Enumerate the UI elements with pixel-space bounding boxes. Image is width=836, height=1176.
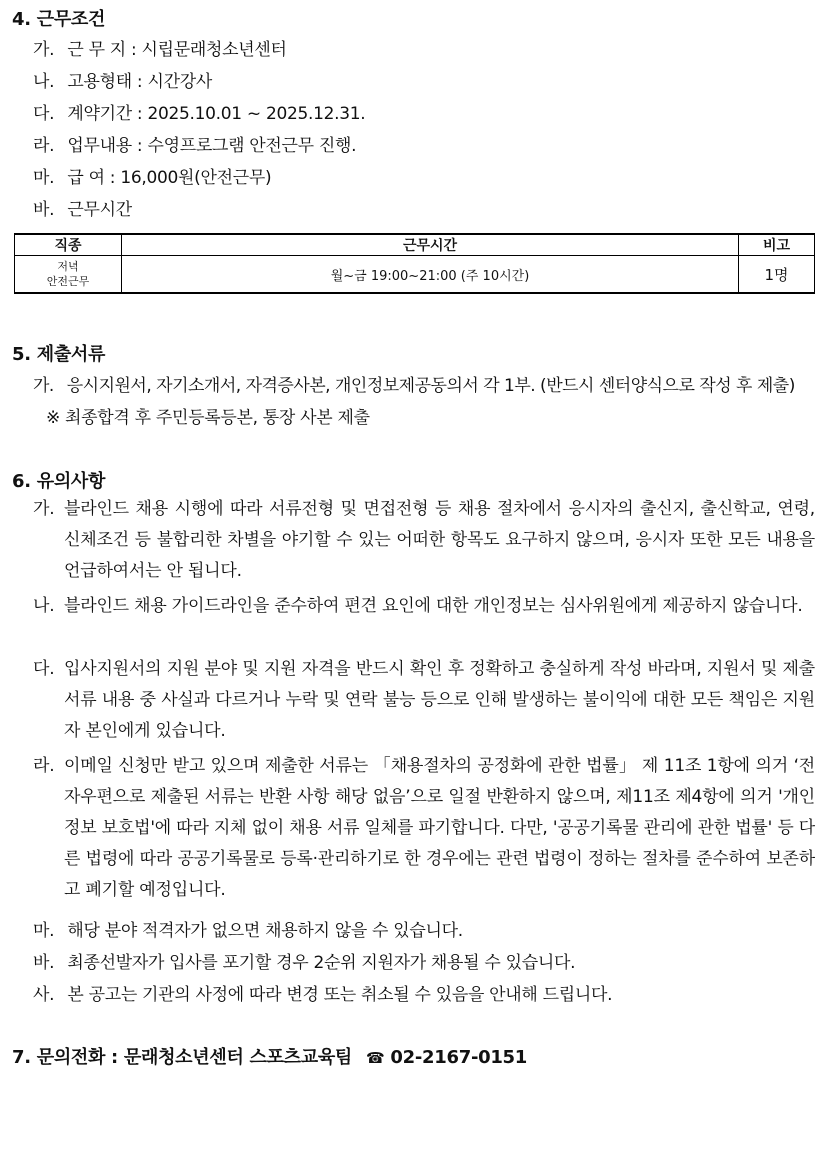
section-4-title: 4. 근무조건 <box>12 9 106 30</box>
item-mark: 사. <box>33 985 55 1005</box>
item-mark: 가. <box>33 376 54 396</box>
item-mark: 다. <box>33 104 55 124</box>
notice-text: 이메일 신청만 받고 있으며 제출한 서류는 「채용절차의 공정화에 관한 법률」 제 11조 1항에 의거 ‘전자우편으로 제출된 서류는 반환 사항 해당 없음’으로 일절 반환하지 않으며, 제11조 제4항에 의거 '개인정보 보호법'에 따라 지체 없이 채용 서류 일체를 파기합니다. 다만, '공공기록물 관리에 관한 법률' 등 다른 법령에 따라 공공기록물로 등록·관리하기로 한 경우에는 관련 법령이 정하는 절차를 준수하여 보존하고 폐기할 예정입니다. <box>64 756 815 900</box>
employment-type-text: 고용형태 : 시간강사 <box>67 72 212 92</box>
item-mark: 마. <box>33 168 55 188</box>
item-mark: 나. <box>33 596 55 616</box>
table-row <box>15 256 815 294</box>
work-location-line <box>33 35 287 60</box>
job-line1: 저녁 <box>57 260 79 273</box>
notice-item-6 <box>33 948 575 973</box>
contract-period-text: 계약기간 : 2025.10.01 ~ 2025.12.31. <box>67 104 366 124</box>
item-mark: 다. <box>33 659 55 679</box>
work-hours-table <box>14 233 815 294</box>
duties-line <box>33 131 356 156</box>
notice-text: 블라인드 채용 시행에 따라 서류전형 및 면접전형 등 채용 절차에서 응시자의 출신지, 출신학교, 연령, 신체조건 등 불합리한 차별을 야기할 수 있는 어떠한 항목도 요구하지 않으며, 응시자 또한 모든 내용을 언급하여서는 안 됩니다. <box>64 499 815 581</box>
contract-period-line <box>33 99 365 124</box>
item-mark: 마. <box>33 921 55 941</box>
employment-type-line <box>33 67 212 92</box>
table-header-hours: 근무시간 <box>122 234 739 256</box>
salary-text: 급 여 : 16,000원(안전근무) <box>67 168 272 188</box>
notice-text: 최종선발자가 입사를 포기할 경우 2순위 지원자가 채용될 수 있습니다. <box>67 953 576 973</box>
table-cell-job <box>15 256 122 294</box>
documents-line <box>33 371 795 396</box>
table-header-job: 직종 <box>15 234 122 256</box>
section-6-title: 6. 유의사항 <box>12 471 106 492</box>
notice-item-2 <box>33 591 815 622</box>
item-mark: 나. <box>33 72 55 92</box>
contact-phone: 02-2167-0151 <box>390 1047 528 1068</box>
notice-item-1 <box>33 494 815 587</box>
documents-text: 응시지원서, 자기소개서, 자격증사본, 개인정보제공동의서 각 1부. (반드시 센터양식으로 작성 후 제출) <box>66 376 795 396</box>
notice-text: 본 공고는 기관의 사정에 따라 변경 또는 취소될 수 있음을 안내해 드립니다. <box>67 985 613 1005</box>
notice-text: 해당 분야 적격자가 없으면 채용하지 않을 수 있습니다. <box>67 921 463 941</box>
documents-note: ※ 최종합격 후 주민등록등본, 통장 사본 제출 <box>46 408 370 428</box>
job-line2: 안전근무 <box>46 275 90 288</box>
table-cell-note: 1명 <box>739 256 815 294</box>
item-mark: 라. <box>33 136 55 156</box>
item-mark: 바. <box>33 953 55 973</box>
work-hours-line <box>33 195 132 220</box>
table-header-row <box>15 234 815 256</box>
notice-item-7 <box>33 980 612 1005</box>
notice-item-4 <box>33 751 815 906</box>
section-5-title: 5. 제출서류 <box>12 344 106 365</box>
table-header-note: 비고 <box>739 234 815 256</box>
item-mark: 바. <box>33 200 55 220</box>
work-hours-text: 근무시간 <box>67 200 132 220</box>
notice-text: 블라인드 채용 가이드라인을 준수하여 편견 요인에 대한 개인정보는 심사위원에게 제공하지 않습니다. <box>64 596 803 616</box>
work-location-text: 근 무 지 : 시립문래청소년센터 <box>67 40 287 60</box>
contact-title: 7. 문의전화 : 문래청소년센터 스포츠교육팀 <box>12 1047 353 1068</box>
item-mark: 라. <box>33 756 55 776</box>
item-mark: 가. <box>33 499 55 519</box>
notice-text: 입사지원서의 지원 분야 및 지원 자격을 반드시 확인 후 정확하고 충실하게 작성 바라며, 지원서 및 제출 서류 내용 중 사실과 다르거나 누락 및 연락 불능 등으로 인해 발생하는 불이익에 대한 모든 책임은 지원자 본인에게 있습니다. <box>64 659 815 741</box>
notice-item-3 <box>33 654 815 747</box>
duties-text: 업무내용 : 수영프로그램 안전근무 진행. <box>67 136 357 156</box>
item-mark: 가. <box>33 40 55 60</box>
section-7-contact <box>12 1043 527 1069</box>
salary-line <box>33 163 271 188</box>
notice-item-5 <box>33 916 463 941</box>
telephone-icon: ☎ <box>366 1049 385 1067</box>
table-cell-hours: 월~금 19:00~21:00 (주 10시간) <box>122 256 739 294</box>
